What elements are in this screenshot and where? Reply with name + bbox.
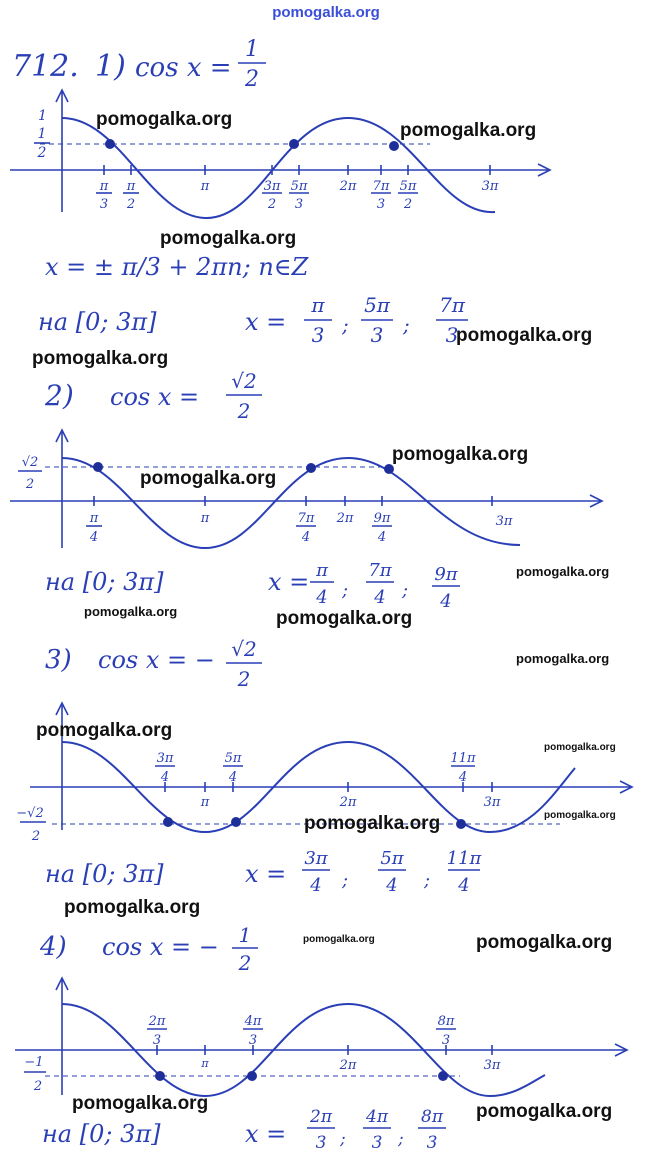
- watermark: pomogalka.org: [392, 444, 529, 465]
- part-4-tick-1: [147, 1014, 167, 1055]
- part-1-level-den: 2: [37, 145, 47, 161]
- svg-text:;: ;: [424, 870, 431, 891]
- part-4-level-num: −1: [24, 1055, 44, 1070]
- part-3-level-den: 2: [31, 829, 41, 844]
- svg-text:π: π: [99, 179, 109, 194]
- part-1-answer-2: [361, 293, 393, 347]
- watermark: pomogalka.org: [160, 228, 297, 249]
- part-2-number: 2): [45, 379, 74, 412]
- svg-text:3π: 3π: [483, 1058, 501, 1073]
- part-2: [10, 369, 602, 612]
- part-4-level-den: 2: [33, 1079, 43, 1094]
- part-1-top-label: 1: [38, 108, 47, 124]
- part-3-tick-1: [155, 751, 175, 792]
- svg-text:;: ;: [403, 313, 410, 337]
- part-2-equation-lhs: cos x =: [110, 383, 200, 411]
- part-3-equation-lhs: cos x = −: [98, 646, 215, 674]
- svg-text:3π: 3π: [483, 795, 501, 810]
- svg-text:π: π: [201, 1057, 209, 1070]
- header-watermark: pomogalka.org: [272, 4, 380, 21]
- svg-text:2π: 2π: [339, 1058, 357, 1073]
- svg-text:8π: 8π: [421, 1107, 443, 1127]
- svg-text:π: π: [316, 560, 328, 581]
- svg-text:3: 3: [426, 1133, 438, 1153]
- svg-text:3: 3: [99, 197, 109, 212]
- watermark: pomogalka.org: [64, 897, 201, 918]
- svg-text:π: π: [311, 293, 325, 317]
- svg-text:4: 4: [160, 770, 170, 785]
- part-1-tick-1: [96, 165, 112, 212]
- svg-text:3: 3: [152, 1033, 162, 1048]
- svg-text:3: 3: [294, 197, 304, 212]
- part-2-answer-1: [310, 560, 334, 608]
- part-2-cosine-curve: [62, 458, 520, 548]
- svg-text:3π: 3π: [495, 514, 513, 529]
- part-1-equation-den: 2: [245, 67, 259, 92]
- svg-text:4: 4: [458, 875, 470, 896]
- part-1-equation-lhs: cos x =: [135, 53, 232, 83]
- svg-text:2π: 2π: [310, 1107, 332, 1127]
- svg-text:;: ;: [402, 580, 409, 601]
- part-4-answer-1: [307, 1107, 335, 1153]
- svg-text:2π: 2π: [339, 179, 357, 194]
- svg-text:3π: 3π: [481, 179, 499, 194]
- part-3-answer-2: [378, 848, 406, 896]
- svg-text:5π: 5π: [380, 848, 404, 869]
- svg-text:4: 4: [310, 875, 322, 896]
- watermark: pomogalka.org: [303, 934, 375, 945]
- watermark: pomogalka.org: [544, 810, 616, 821]
- svg-text:π: π: [200, 795, 210, 810]
- svg-text:;: ;: [342, 580, 349, 601]
- part-1-answer-lhs: x =: [245, 308, 287, 336]
- watermark: pomogalka.org: [84, 604, 178, 619]
- part-1-equation-num: 1: [245, 37, 259, 62]
- svg-text:9π: 9π: [373, 511, 391, 526]
- svg-text:7π: 7π: [368, 560, 392, 581]
- svg-text:3: 3: [315, 1133, 327, 1153]
- part-1-level-num: 1: [37, 126, 47, 142]
- part-2-level-den: 2: [25, 477, 35, 492]
- part-1-interval: на [0; 3π]: [38, 308, 157, 336]
- watermark: pomogalka.org: [400, 120, 537, 141]
- part-3-answer-lhs: x =: [245, 860, 287, 888]
- part-4-graph: [15, 978, 627, 1096]
- svg-text:3: 3: [445, 323, 459, 347]
- part-2-tick-1: [86, 496, 102, 545]
- watermark: pomogalka.org: [516, 564, 610, 579]
- part-4-tick-5: [436, 1014, 456, 1055]
- part-4-answer-2: [363, 1107, 391, 1153]
- svg-text:11π: 11π: [450, 751, 476, 766]
- part-1-tick-5: [289, 165, 309, 212]
- svg-text:4: 4: [386, 875, 398, 896]
- watermark: pomogalka.org: [276, 608, 413, 629]
- part-2-answer-lhs: x =: [268, 568, 310, 596]
- svg-text:π: π: [89, 511, 99, 526]
- svg-text:11π: 11π: [446, 848, 482, 869]
- problem-number: 712.: [12, 49, 79, 84]
- svg-text:π: π: [200, 511, 210, 526]
- part-2-equation-den: 2: [237, 399, 251, 423]
- svg-text:5π: 5π: [290, 179, 308, 194]
- watermark: pomogalka.org: [72, 1093, 209, 1114]
- part-1-tick-8: [398, 165, 418, 212]
- svg-text:4: 4: [228, 770, 238, 785]
- part-3-interval: на [0; 3π]: [45, 860, 164, 888]
- part-2-interval: на [0; 3π]: [45, 568, 164, 596]
- svg-text:4: 4: [458, 770, 468, 785]
- part-1: [10, 37, 550, 347]
- part-2-tick-5: [372, 496, 392, 545]
- svg-text:3: 3: [376, 197, 386, 212]
- svg-text:4: 4: [377, 530, 387, 545]
- svg-text:4: 4: [89, 530, 99, 545]
- part-1-general-solution: x = ± π/3 + 2πn; n∈Z: [45, 253, 309, 281]
- part-3-answer-3: [447, 848, 483, 896]
- watermark: pomogalka.org: [32, 348, 169, 369]
- part-3-number: 3): [45, 645, 72, 675]
- svg-text:π: π: [126, 179, 136, 194]
- part-2-level-num: √2: [21, 455, 39, 470]
- svg-text:3π: 3π: [263, 179, 281, 194]
- svg-text:;: ;: [340, 1129, 346, 1149]
- svg-text:;: ;: [342, 870, 349, 891]
- part-3-answer-1: [302, 848, 330, 896]
- watermark: pomogalka.org: [456, 325, 593, 346]
- part-1-answer-1: [304, 293, 332, 347]
- svg-text:2π: 2π: [336, 511, 354, 526]
- svg-text:3: 3: [441, 1033, 451, 1048]
- part-4-tick-3: [243, 1014, 263, 1055]
- part-2-equation-num: √2: [231, 369, 257, 393]
- part-4-answer-3: [418, 1107, 446, 1153]
- part-4-number: 4): [40, 932, 67, 962]
- svg-text:5π: 5π: [224, 751, 242, 766]
- part-4-equation-den: 2: [238, 951, 252, 975]
- svg-text:3: 3: [370, 323, 384, 347]
- part-3-level-num: −√2: [16, 806, 44, 821]
- watermark: pomogalka.org: [36, 720, 173, 741]
- part-3-equation-den: 2: [237, 667, 251, 691]
- svg-text:5π: 5π: [399, 179, 417, 194]
- part-4-equation-num: 1: [238, 923, 252, 947]
- part-4-answer-lhs: x =: [245, 1120, 287, 1148]
- svg-text:4π: 4π: [244, 1014, 262, 1029]
- svg-text:;: ;: [398, 1129, 404, 1149]
- svg-text:3: 3: [311, 323, 325, 347]
- part-1-tick-4: [262, 165, 282, 212]
- svg-text:2: 2: [126, 197, 136, 212]
- part-1-graph: [10, 90, 550, 218]
- part-1-tick-2: [123, 165, 139, 212]
- watermark: pomogalka.org: [96, 109, 233, 130]
- part-1-tick-7: [371, 165, 391, 212]
- svg-text:8π: 8π: [437, 1014, 455, 1029]
- svg-text:2π: 2π: [339, 795, 357, 810]
- svg-text:3: 3: [248, 1033, 258, 1048]
- svg-text:4: 4: [440, 591, 452, 612]
- watermark: pomogalka.org: [140, 468, 277, 489]
- watermark: pomogalka.org: [544, 742, 616, 753]
- svg-text:3π: 3π: [304, 848, 328, 869]
- svg-text:4π: 4π: [366, 1107, 388, 1127]
- svg-text:π: π: [200, 179, 210, 194]
- part-4-equation-lhs: cos x = −: [102, 933, 219, 961]
- svg-text:3π: 3π: [156, 751, 174, 766]
- svg-text:4: 4: [301, 530, 311, 545]
- part-2-answer-3: [432, 564, 460, 612]
- svg-text:2: 2: [267, 197, 277, 212]
- watermark: pomogalka.org: [476, 1101, 613, 1122]
- svg-text:9π: 9π: [434, 564, 458, 585]
- part-3-tick-2: [223, 751, 243, 792]
- svg-text:7π: 7π: [372, 179, 390, 194]
- part-4-tick-2: [200, 1045, 209, 1070]
- svg-text:2π: 2π: [148, 1014, 166, 1029]
- part-4-interval: на [0; 3π]: [42, 1120, 161, 1148]
- svg-text:;: ;: [342, 313, 349, 337]
- part-3: [16, 637, 632, 896]
- svg-text:4: 4: [316, 587, 328, 608]
- part-3-tick-5: [450, 751, 476, 792]
- watermark: pomogalka.org: [476, 932, 613, 953]
- svg-text:5π: 5π: [364, 293, 390, 317]
- part-3-equation-num: √2: [231, 637, 257, 661]
- svg-text:7π: 7π: [297, 511, 315, 526]
- svg-text:7π: 7π: [439, 293, 465, 317]
- watermark: pomogalka.org: [304, 813, 441, 834]
- part-2-tick-3: [296, 496, 316, 545]
- svg-text:4: 4: [374, 587, 386, 608]
- part-1-number: 1): [95, 49, 126, 84]
- svg-text:3: 3: [371, 1133, 383, 1153]
- watermark: pomogalka.org: [516, 651, 610, 666]
- part-2-answer-2: [366, 560, 394, 608]
- svg-text:2: 2: [403, 197, 413, 212]
